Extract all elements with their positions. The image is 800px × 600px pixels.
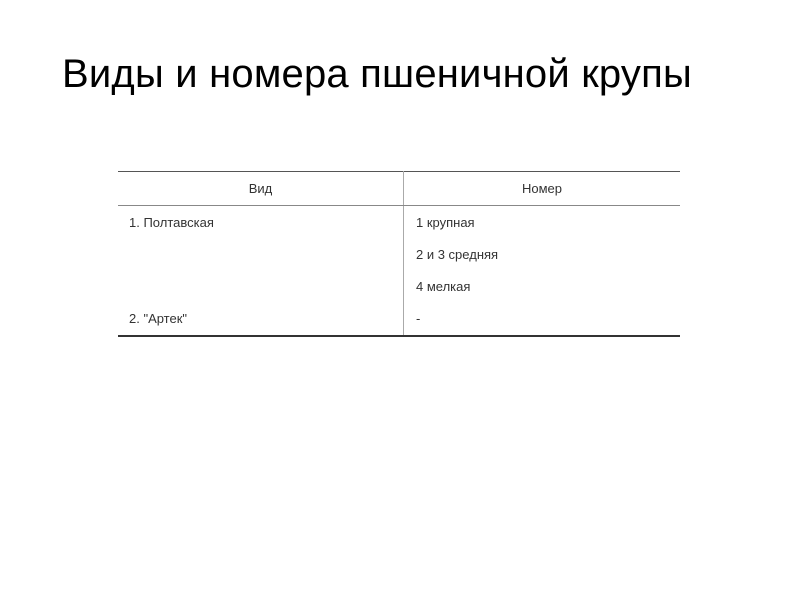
grade-table-container [118, 171, 680, 337]
number-item-fine: 4 мелкая [416, 279, 471, 294]
table-header-row [118, 172, 680, 206]
number-item-coarse: 1 крупная [416, 215, 475, 230]
column-header-kind: Вид [118, 172, 404, 206]
number-item-medium: 2 и 3 средняя [416, 247, 499, 262]
kind-cell [118, 206, 404, 337]
column-header-number: Номер [404, 172, 681, 206]
number-item-none: - [416, 311, 421, 326]
grade-table [118, 171, 680, 337]
number-cell [404, 206, 681, 337]
kind-item-poltavskaya: 1. Полтавская [129, 215, 214, 230]
table-row [118, 206, 680, 337]
slide-title: Виды и номера пшеничной крупы [62, 52, 692, 96]
kind-item-artek: 2. "Артек" [129, 311, 188, 326]
